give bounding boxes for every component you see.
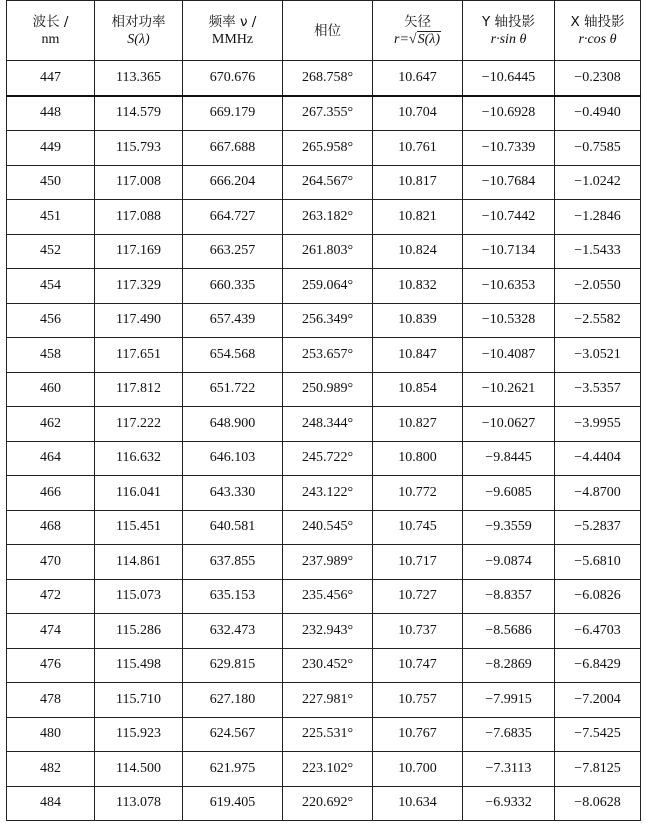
x-projection-cell: −7.8125 bbox=[555, 752, 641, 787]
y-projection-cell: −7.6835 bbox=[463, 717, 555, 752]
phase-cell: 263.182° bbox=[283, 200, 373, 235]
y-projection-cell: −10.2621 bbox=[463, 372, 555, 407]
phase-cell: 220.692° bbox=[283, 786, 373, 821]
phase-cell: 256.349° bbox=[283, 303, 373, 338]
table-row bbox=[7, 96, 641, 131]
radius-cell: 10.839 bbox=[373, 303, 463, 338]
radius-cell: 10.634 bbox=[373, 786, 463, 821]
wavelength-cell: 456 bbox=[7, 303, 95, 338]
phase-cell: 250.989° bbox=[283, 372, 373, 407]
wavelength-cell: 460 bbox=[7, 372, 95, 407]
wavelength-cell: 454 bbox=[7, 269, 95, 304]
phase-cell: 243.122° bbox=[283, 476, 373, 511]
phase-cell: 240.545° bbox=[283, 510, 373, 545]
frequency-cell: 635.153 bbox=[183, 579, 283, 614]
wavelength-cell: 464 bbox=[7, 441, 95, 476]
data-table-container bbox=[6, 0, 640, 821]
radius-cell: 10.854 bbox=[373, 372, 463, 407]
relative-power-cell: 116.041 bbox=[95, 476, 183, 511]
phase-cell: 253.657° bbox=[283, 338, 373, 373]
frequency-cell: 632.473 bbox=[183, 614, 283, 649]
radius-cell: 10.772 bbox=[373, 476, 463, 511]
radius-cell: 10.747 bbox=[373, 648, 463, 683]
wavelength-cell: 484 bbox=[7, 786, 95, 821]
wavelength-cell: 462 bbox=[7, 407, 95, 442]
radius-cell: 10.745 bbox=[373, 510, 463, 545]
phase-cell: 230.452° bbox=[283, 648, 373, 683]
table-row bbox=[7, 131, 641, 166]
table-row bbox=[7, 683, 641, 718]
frequency-cell: 624.567 bbox=[183, 717, 283, 752]
relative-power-cell: 114.861 bbox=[95, 545, 183, 580]
frequency-cell: 660.335 bbox=[183, 269, 283, 304]
y-projection-cell: −10.6353 bbox=[463, 269, 555, 304]
relative-power-cell: 115.498 bbox=[95, 648, 183, 683]
phase-cell: 259.064° bbox=[283, 269, 373, 304]
phase-cell: 225.531° bbox=[283, 717, 373, 752]
x-projection-cell: −6.0826 bbox=[555, 579, 641, 614]
frequency-cell: 667.688 bbox=[183, 131, 283, 166]
frequency-cell: 627.180 bbox=[183, 683, 283, 718]
wavelength-cell: 476 bbox=[7, 648, 95, 683]
wavelength-cell: 478 bbox=[7, 683, 95, 718]
relative-power-cell: 116.632 bbox=[95, 441, 183, 476]
radius-cell: 10.737 bbox=[373, 614, 463, 649]
x-projection-cell: −7.5425 bbox=[555, 717, 641, 752]
frequency-cell: 664.727 bbox=[183, 200, 283, 235]
radius-cell: 10.717 bbox=[373, 545, 463, 580]
x-projection-cell: −2.5582 bbox=[555, 303, 641, 338]
y-projection-cell: −10.7684 bbox=[463, 165, 555, 200]
relative-power-cell: 117.008 bbox=[95, 165, 183, 200]
relative-power-cell: 117.222 bbox=[95, 407, 183, 442]
radius-cell: 10.647 bbox=[373, 61, 463, 96]
wavelength-cell: 447 bbox=[7, 61, 95, 96]
x-projection-cell: −3.5357 bbox=[555, 372, 641, 407]
phase-cell: 245.722° bbox=[283, 441, 373, 476]
wavelength-cell: 448 bbox=[7, 96, 95, 131]
frequency-cell: 657.439 bbox=[183, 303, 283, 338]
frequency-cell: 646.103 bbox=[183, 441, 283, 476]
relative-power-cell: 113.365 bbox=[95, 61, 183, 96]
relative-power-cell: 115.923 bbox=[95, 717, 183, 752]
header-x-projection: X 轴投影 r·cos θ bbox=[555, 1, 641, 61]
y-projection-cell: −7.9915 bbox=[463, 683, 555, 718]
y-projection-cell: −9.8445 bbox=[463, 441, 555, 476]
table-row bbox=[7, 234, 641, 269]
y-projection-cell: −9.3559 bbox=[463, 510, 555, 545]
table-header bbox=[7, 1, 641, 61]
frequency-cell: 651.722 bbox=[183, 372, 283, 407]
frequency-cell: 666.204 bbox=[183, 165, 283, 200]
relative-power-cell: 117.812 bbox=[95, 372, 183, 407]
phase-cell: 235.456° bbox=[283, 579, 373, 614]
relative-power-cell: 115.710 bbox=[95, 683, 183, 718]
phase-cell: 267.355° bbox=[283, 96, 373, 131]
frequency-cell: 670.676 bbox=[183, 61, 283, 96]
radius-cell: 10.817 bbox=[373, 165, 463, 200]
spectral-vector-table bbox=[6, 0, 641, 821]
x-projection-cell: −3.9955 bbox=[555, 407, 641, 442]
frequency-cell: 621.975 bbox=[183, 752, 283, 787]
relative-power-cell: 114.500 bbox=[95, 752, 183, 787]
table-row bbox=[7, 372, 641, 407]
radius-cell: 10.704 bbox=[373, 96, 463, 131]
header-phase: 相位 bbox=[283, 1, 373, 61]
wavelength-cell: 480 bbox=[7, 717, 95, 752]
table-row bbox=[7, 510, 641, 545]
frequency-cell: 654.568 bbox=[183, 338, 283, 373]
relative-power-cell: 115.451 bbox=[95, 510, 183, 545]
relative-power-cell: 115.286 bbox=[95, 614, 183, 649]
y-projection-cell: −10.7339 bbox=[463, 131, 555, 166]
table-row bbox=[7, 545, 641, 580]
x-projection-cell: −1.5433 bbox=[555, 234, 641, 269]
radius-cell: 10.700 bbox=[373, 752, 463, 787]
x-projection-cell: −0.2308 bbox=[555, 61, 641, 96]
y-projection-cell: −9.6085 bbox=[463, 476, 555, 511]
header-wavelength: 波长 / nm bbox=[7, 1, 95, 61]
header-row bbox=[7, 1, 641, 61]
wavelength-cell: 472 bbox=[7, 579, 95, 614]
table-row bbox=[7, 441, 641, 476]
frequency-cell: 640.581 bbox=[183, 510, 283, 545]
frequency-cell: 648.900 bbox=[183, 407, 283, 442]
relative-power-cell: 117.169 bbox=[95, 234, 183, 269]
wavelength-cell: 451 bbox=[7, 200, 95, 235]
table-row bbox=[7, 579, 641, 614]
x-projection-cell: −1.0242 bbox=[555, 165, 641, 200]
y-projection-cell: −10.4087 bbox=[463, 338, 555, 373]
header-y-projection: Y 轴投影 r·sin θ bbox=[463, 1, 555, 61]
frequency-cell: 663.257 bbox=[183, 234, 283, 269]
table-row bbox=[7, 269, 641, 304]
y-projection-cell: −10.0627 bbox=[463, 407, 555, 442]
wavelength-cell: 449 bbox=[7, 131, 95, 166]
table-row bbox=[7, 303, 641, 338]
relative-power-cell: 115.073 bbox=[95, 579, 183, 614]
x-projection-cell: −8.0628 bbox=[555, 786, 641, 821]
relative-power-cell: 117.490 bbox=[95, 303, 183, 338]
radius-formula: r=√S(λ) bbox=[394, 31, 440, 47]
y-projection-cell: −6.9332 bbox=[463, 786, 555, 821]
y-projection-cell: −10.6445 bbox=[463, 61, 555, 96]
y-projection-cell: −10.6928 bbox=[463, 96, 555, 131]
table-row bbox=[7, 614, 641, 649]
table-row bbox=[7, 165, 641, 200]
x-projection-cell: −6.4703 bbox=[555, 614, 641, 649]
table-row bbox=[7, 61, 641, 96]
radius-cell: 10.832 bbox=[373, 269, 463, 304]
wavelength-cell: 450 bbox=[7, 165, 95, 200]
table-row bbox=[7, 786, 641, 821]
x-projection-cell: −4.4404 bbox=[555, 441, 641, 476]
relative-power-cell: 114.579 bbox=[95, 96, 183, 131]
radius-cell: 10.847 bbox=[373, 338, 463, 373]
phase-cell: 232.943° bbox=[283, 614, 373, 649]
x-projection-cell: −0.4940 bbox=[555, 96, 641, 131]
header-relative-power: 相对功率 S(λ) bbox=[95, 1, 183, 61]
phase-cell: 265.958° bbox=[283, 131, 373, 166]
wavelength-cell: 466 bbox=[7, 476, 95, 511]
radius-cell: 10.827 bbox=[373, 407, 463, 442]
frequency-cell: 629.815 bbox=[183, 648, 283, 683]
x-projection-cell: −6.8429 bbox=[555, 648, 641, 683]
sqrt-sign: √ bbox=[408, 31, 417, 47]
radius-cell: 10.761 bbox=[373, 131, 463, 166]
radius-cell: 10.757 bbox=[373, 683, 463, 718]
x-projection-cell: −5.2837 bbox=[555, 510, 641, 545]
y-projection-cell: −10.7134 bbox=[463, 234, 555, 269]
y-projection-cell: −8.2869 bbox=[463, 648, 555, 683]
frequency-cell: 619.405 bbox=[183, 786, 283, 821]
x-projection-cell: −0.7585 bbox=[555, 131, 641, 166]
x-projection-cell: −1.2846 bbox=[555, 200, 641, 235]
wavelength-cell: 474 bbox=[7, 614, 95, 649]
table-row bbox=[7, 200, 641, 235]
relative-power-cell: 117.329 bbox=[95, 269, 183, 304]
header-radius-vector: 矢径 r=√S(λ) bbox=[373, 1, 463, 61]
wavelength-cell: 482 bbox=[7, 752, 95, 787]
radius-cell: 10.767 bbox=[373, 717, 463, 752]
relative-power-cell: 115.793 bbox=[95, 131, 183, 166]
wavelength-cell: 458 bbox=[7, 338, 95, 373]
phase-cell: 248.344° bbox=[283, 407, 373, 442]
radius-cell: 10.727 bbox=[373, 579, 463, 614]
phase-cell: 264.567° bbox=[283, 165, 373, 200]
wavelength-cell: 468 bbox=[7, 510, 95, 545]
y-projection-cell: −10.5328 bbox=[463, 303, 555, 338]
frequency-cell: 669.179 bbox=[183, 96, 283, 131]
wavelength-cell: 470 bbox=[7, 545, 95, 580]
y-projection-cell: −8.8357 bbox=[463, 579, 555, 614]
x-projection-cell: −2.0550 bbox=[555, 269, 641, 304]
y-projection-cell: −8.5686 bbox=[463, 614, 555, 649]
phase-cell: 223.102° bbox=[283, 752, 373, 787]
y-projection-cell: −9.0874 bbox=[463, 545, 555, 580]
frequency-cell: 637.855 bbox=[183, 545, 283, 580]
y-projection-cell: −7.3113 bbox=[463, 752, 555, 787]
x-projection-cell: −5.6810 bbox=[555, 545, 641, 580]
x-projection-cell: −4.8700 bbox=[555, 476, 641, 511]
radius-cell: 10.800 bbox=[373, 441, 463, 476]
relative-power-cell: 117.651 bbox=[95, 338, 183, 373]
x-projection-cell: −3.0521 bbox=[555, 338, 641, 373]
table-row bbox=[7, 476, 641, 511]
relative-power-cell: 117.088 bbox=[95, 200, 183, 235]
x-projection-cell: −7.2004 bbox=[555, 683, 641, 718]
frequency-cell: 643.330 bbox=[183, 476, 283, 511]
table-row bbox=[7, 752, 641, 787]
table-row bbox=[7, 717, 641, 752]
wavelength-cell: 452 bbox=[7, 234, 95, 269]
phase-cell: 227.981° bbox=[283, 683, 373, 718]
radius-cell: 10.824 bbox=[373, 234, 463, 269]
phase-cell: 237.989° bbox=[283, 545, 373, 580]
phase-cell: 261.803° bbox=[283, 234, 373, 269]
radius-cell: 10.821 bbox=[373, 200, 463, 235]
header-frequency: 频率 ν / MMHz bbox=[183, 1, 283, 61]
table-body bbox=[7, 61, 641, 821]
phase-cell: 268.758° bbox=[283, 61, 373, 96]
y-projection-cell: −10.7442 bbox=[463, 200, 555, 235]
table-row bbox=[7, 407, 641, 442]
table-row bbox=[7, 338, 641, 373]
relative-power-cell: 113.078 bbox=[95, 786, 183, 821]
table-row bbox=[7, 648, 641, 683]
